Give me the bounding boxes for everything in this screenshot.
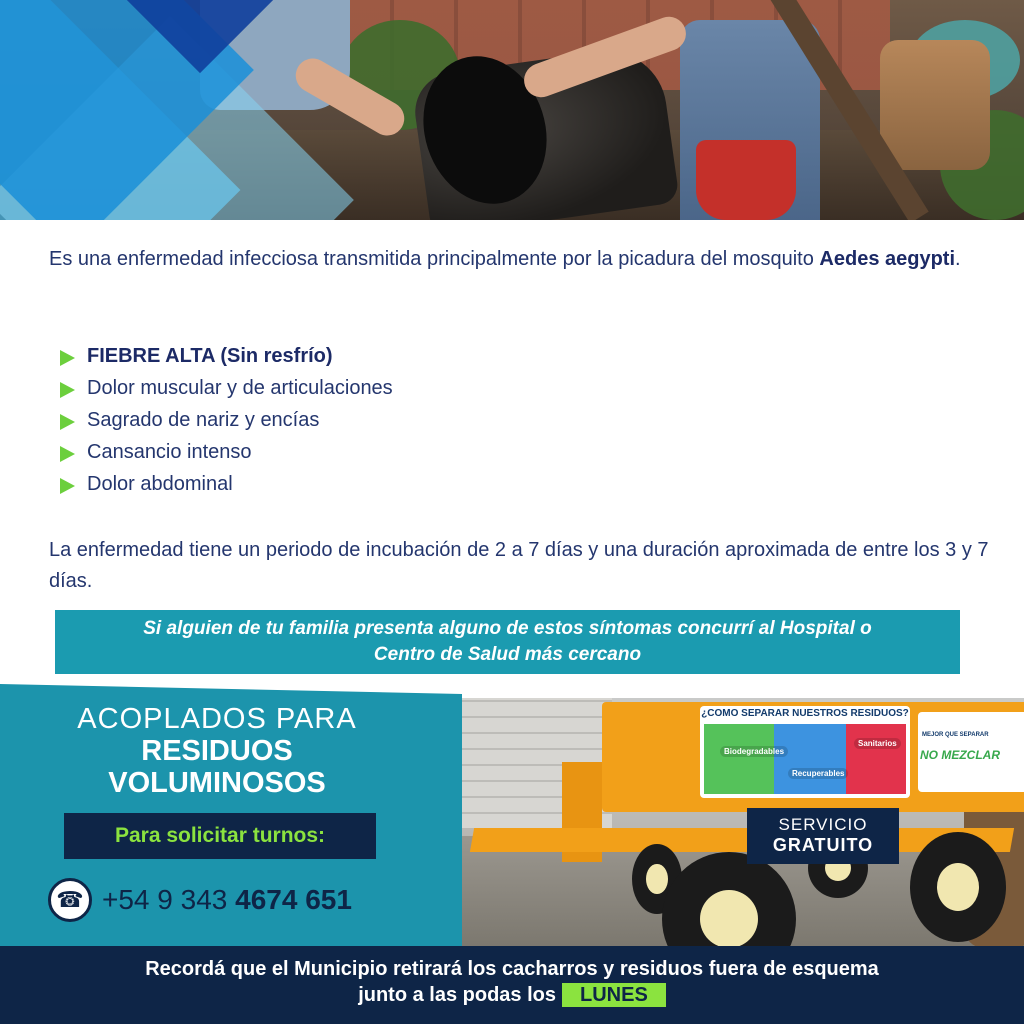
bin-green-label: Biodegradables (720, 746, 788, 757)
list-item (60, 340, 393, 372)
lunes-badge: LUNES (562, 983, 666, 1007)
phone-digits: 4674 651 (235, 884, 352, 915)
bin-blue-label: Recuperables (788, 768, 848, 779)
arrow-bullet-icon (60, 382, 75, 398)
whatsapp-icon (48, 878, 92, 922)
red-bucket (696, 140, 796, 220)
mosquito-name: Aedes aegypti (819, 248, 956, 270)
header-photo-dengue-inspection (0, 0, 1024, 220)
alert-text: Si alguien de tu familia presenta alguno de estos síntomas concurrí al Hospital o Centro de Salud más cercano (143, 618, 872, 665)
list-item (60, 404, 393, 436)
symptom-text: Sagrado de nariz y encías (87, 408, 320, 431)
alert-banner (55, 610, 960, 674)
symptom-text: Dolor muscular y de articulaciones (87, 376, 393, 399)
arrow-bullet-icon (60, 414, 75, 430)
bin-green (704, 724, 774, 794)
symptom-text: Dolor abdominal (87, 472, 233, 495)
intro-text-end: . (955, 248, 961, 270)
servicio-line2: GRATUITO (772, 835, 874, 855)
arrow-bullet-icon (60, 478, 75, 494)
bin-blue (774, 724, 846, 794)
arrow-bullet-icon (60, 446, 75, 462)
list-item (60, 468, 393, 500)
acoplados-title-line2: RESIDUOS (141, 735, 293, 767)
servicio-line1: SERVICIO (778, 815, 868, 834)
acoplados-title-line1: ACOPLADOS PARA (77, 703, 357, 735)
wheel (910, 832, 1006, 942)
symptom-text: FIEBRE ALTA (Sin resfrío) (87, 344, 333, 367)
phone-contact[interactable] (48, 878, 352, 922)
bin-red (846, 724, 906, 794)
turnos-label: Para solicitar turnos: (64, 813, 376, 859)
list-item (60, 372, 393, 404)
phone-number (102, 884, 352, 916)
trailer-sign-2-text: NO MEZCLAR (920, 748, 1000, 762)
incubation-paragraph: La enfermedad tiene un periodo de incubación de 2 a 7 días y una duración aproximada de entre los 3 y 7 días. (49, 539, 989, 592)
bottom-line1: Recordá que el Municipio retirará los cacharros y residuos fuera de esquema (145, 958, 879, 980)
phone-prefix: +54 9 343 (102, 884, 236, 915)
bottom-banner (0, 946, 1024, 1024)
pot (880, 40, 990, 170)
symptom-text: Cansancio intenso (87, 440, 252, 463)
bin-red-label: Sanitarios (854, 738, 901, 749)
acoplados-title-line3: VOLUMINOSOS (108, 767, 326, 799)
arrow-bullet-icon (60, 350, 75, 366)
intro-text: Es una enfermedad infecciosa transmitida principalmente por la picadura del mosquito (49, 248, 820, 270)
intro-paragraph (49, 244, 979, 275)
trailer-photo (462, 698, 1024, 946)
trailer-sign-2-small: MEJOR QUE SEPARAR (922, 732, 989, 738)
acoplados-title (0, 703, 434, 799)
list-item (60, 436, 393, 468)
bottom-line2: junto a las podas los (358, 984, 556, 1006)
trailer-sign-title: ¿COMO SEPARAR NUESTROS RESIDUOS? (701, 708, 909, 719)
bottom-line2-wrap (0, 982, 1024, 1008)
symptoms-list (60, 340, 393, 500)
servicio-badge (747, 808, 899, 864)
